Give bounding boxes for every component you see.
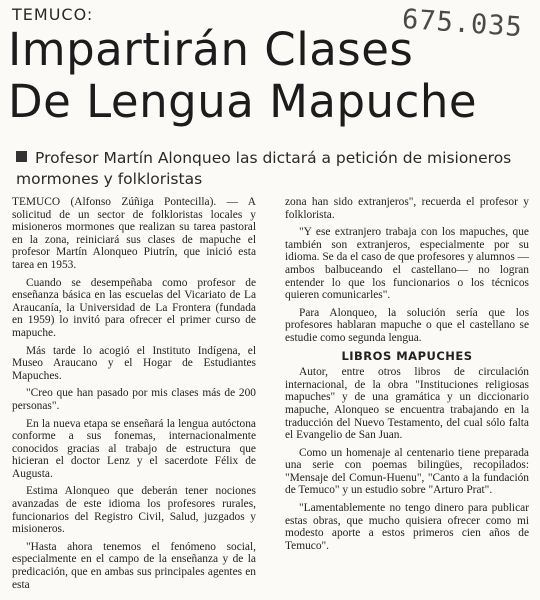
paragraph: "Hasta ahora tenemos el fenómeno social, especialmente en el campo de la enseñanza y de la predicación, que en ambas sus principales agentes en esta [12, 540, 256, 591]
paragraph: Más tarde lo acogió el Instituto Indígena, el Museo Araucano y el Hogar de Estudiantes Mapuches. [12, 344, 256, 382]
paragraph: Estima Alonqueo que deberán tener nociones avanzadas de este idioma los profesores rurales, funcionarios del Registro Civil, Salud, juzgados y misioneros. [12, 485, 256, 536]
deck-subtitle [16, 148, 531, 190]
article-column-right [285, 196, 529, 557]
headline-line-1: Impartirán Clases [8, 23, 414, 76]
headline-line-2: De Lengua Mapuche [8, 75, 478, 128]
paragraph: En la nueva etapa se enseñará la lengua autóctona conforme a sus fonemas, internacionalmente conocidos gracias al trabajo de estructura que hicieran el doctor Lenz y el sacerdote Félix de Augusta. [12, 417, 256, 480]
archive-number: 675.035 [401, 3, 524, 44]
deck-text: Profesor Martín Alonqueo las dictará a petición de misioneros mormones y folkloristas [16, 149, 512, 188]
paragraph: zona han sido extranjeros", recuerda el profesor y folklorista. [285, 196, 529, 221]
article-column-left [12, 196, 256, 596]
paragraph: TEMUCO (Alfonso Zúñiga Pontecilla). — A solicitud de un sector de folkloristas locales y misioneros mormones que realizan su tarea pastoral en la zona, reiniciará sus clases de mapuche el profesor Martín Alonqueo Piutrín, que inició esta tarea en 1953. [12, 196, 256, 271]
paragraph: Como un homenaje al centenario tiene preparada una serie con poemas bilingües, recopilados: "Mensaje del Comun-Huenu", "Canto a la fundación de Temuco" y un estudio sobre "Arturo Prat". [285, 446, 529, 497]
dateline: TEMUCO: [12, 5, 94, 24]
headline [8, 24, 477, 128]
section-subhead: LIBROS MAPUCHES [341, 348, 473, 363]
paragraph: "Creo que han pasado por mis clases más de 200 personas". [12, 387, 256, 412]
paragraph: Cuando se desempeñaba como profesor de enseñanza básica en las escuelas del Vicariato de La Araucanía, la Universidad de La Frontera (fundada en 1959) lo invitó para ofrecer el primer curso de mapuche. [12, 276, 256, 339]
paragraph: "Y ese extranjero trabaja con los mapuches, que también son extranjeros, especialmente por su idioma. Se da el caso de que profesores y alumnos —ambos balbuceando el castellano— no logran entender lo que los funcionarios o los técnicos quieren comunicarles". [285, 226, 529, 302]
square-bullet-icon [16, 151, 27, 162]
paragraph: Autor, entre otros libros de circulación internacional, de la obra "Instituciones religiosas mapuches" y de una gramática y un diccionario mapuche, Alonqueo se encuentra trabajando en la traducción del Nuevo Testamento, del cual sólo falta el Evangelio de San Juan. [285, 366, 529, 442]
paragraph: Para Alonqueo, la solución sería que los profesores hablaran mapuche o que el castellano se estudie como segunda lengua. [285, 306, 529, 344]
paragraph: "Lamentablemente no tengo dinero para publicar estas obras, que mucho quisiera ofrecer como mi modesto aporte a estos primeros cien años de Temuco". [285, 502, 529, 552]
